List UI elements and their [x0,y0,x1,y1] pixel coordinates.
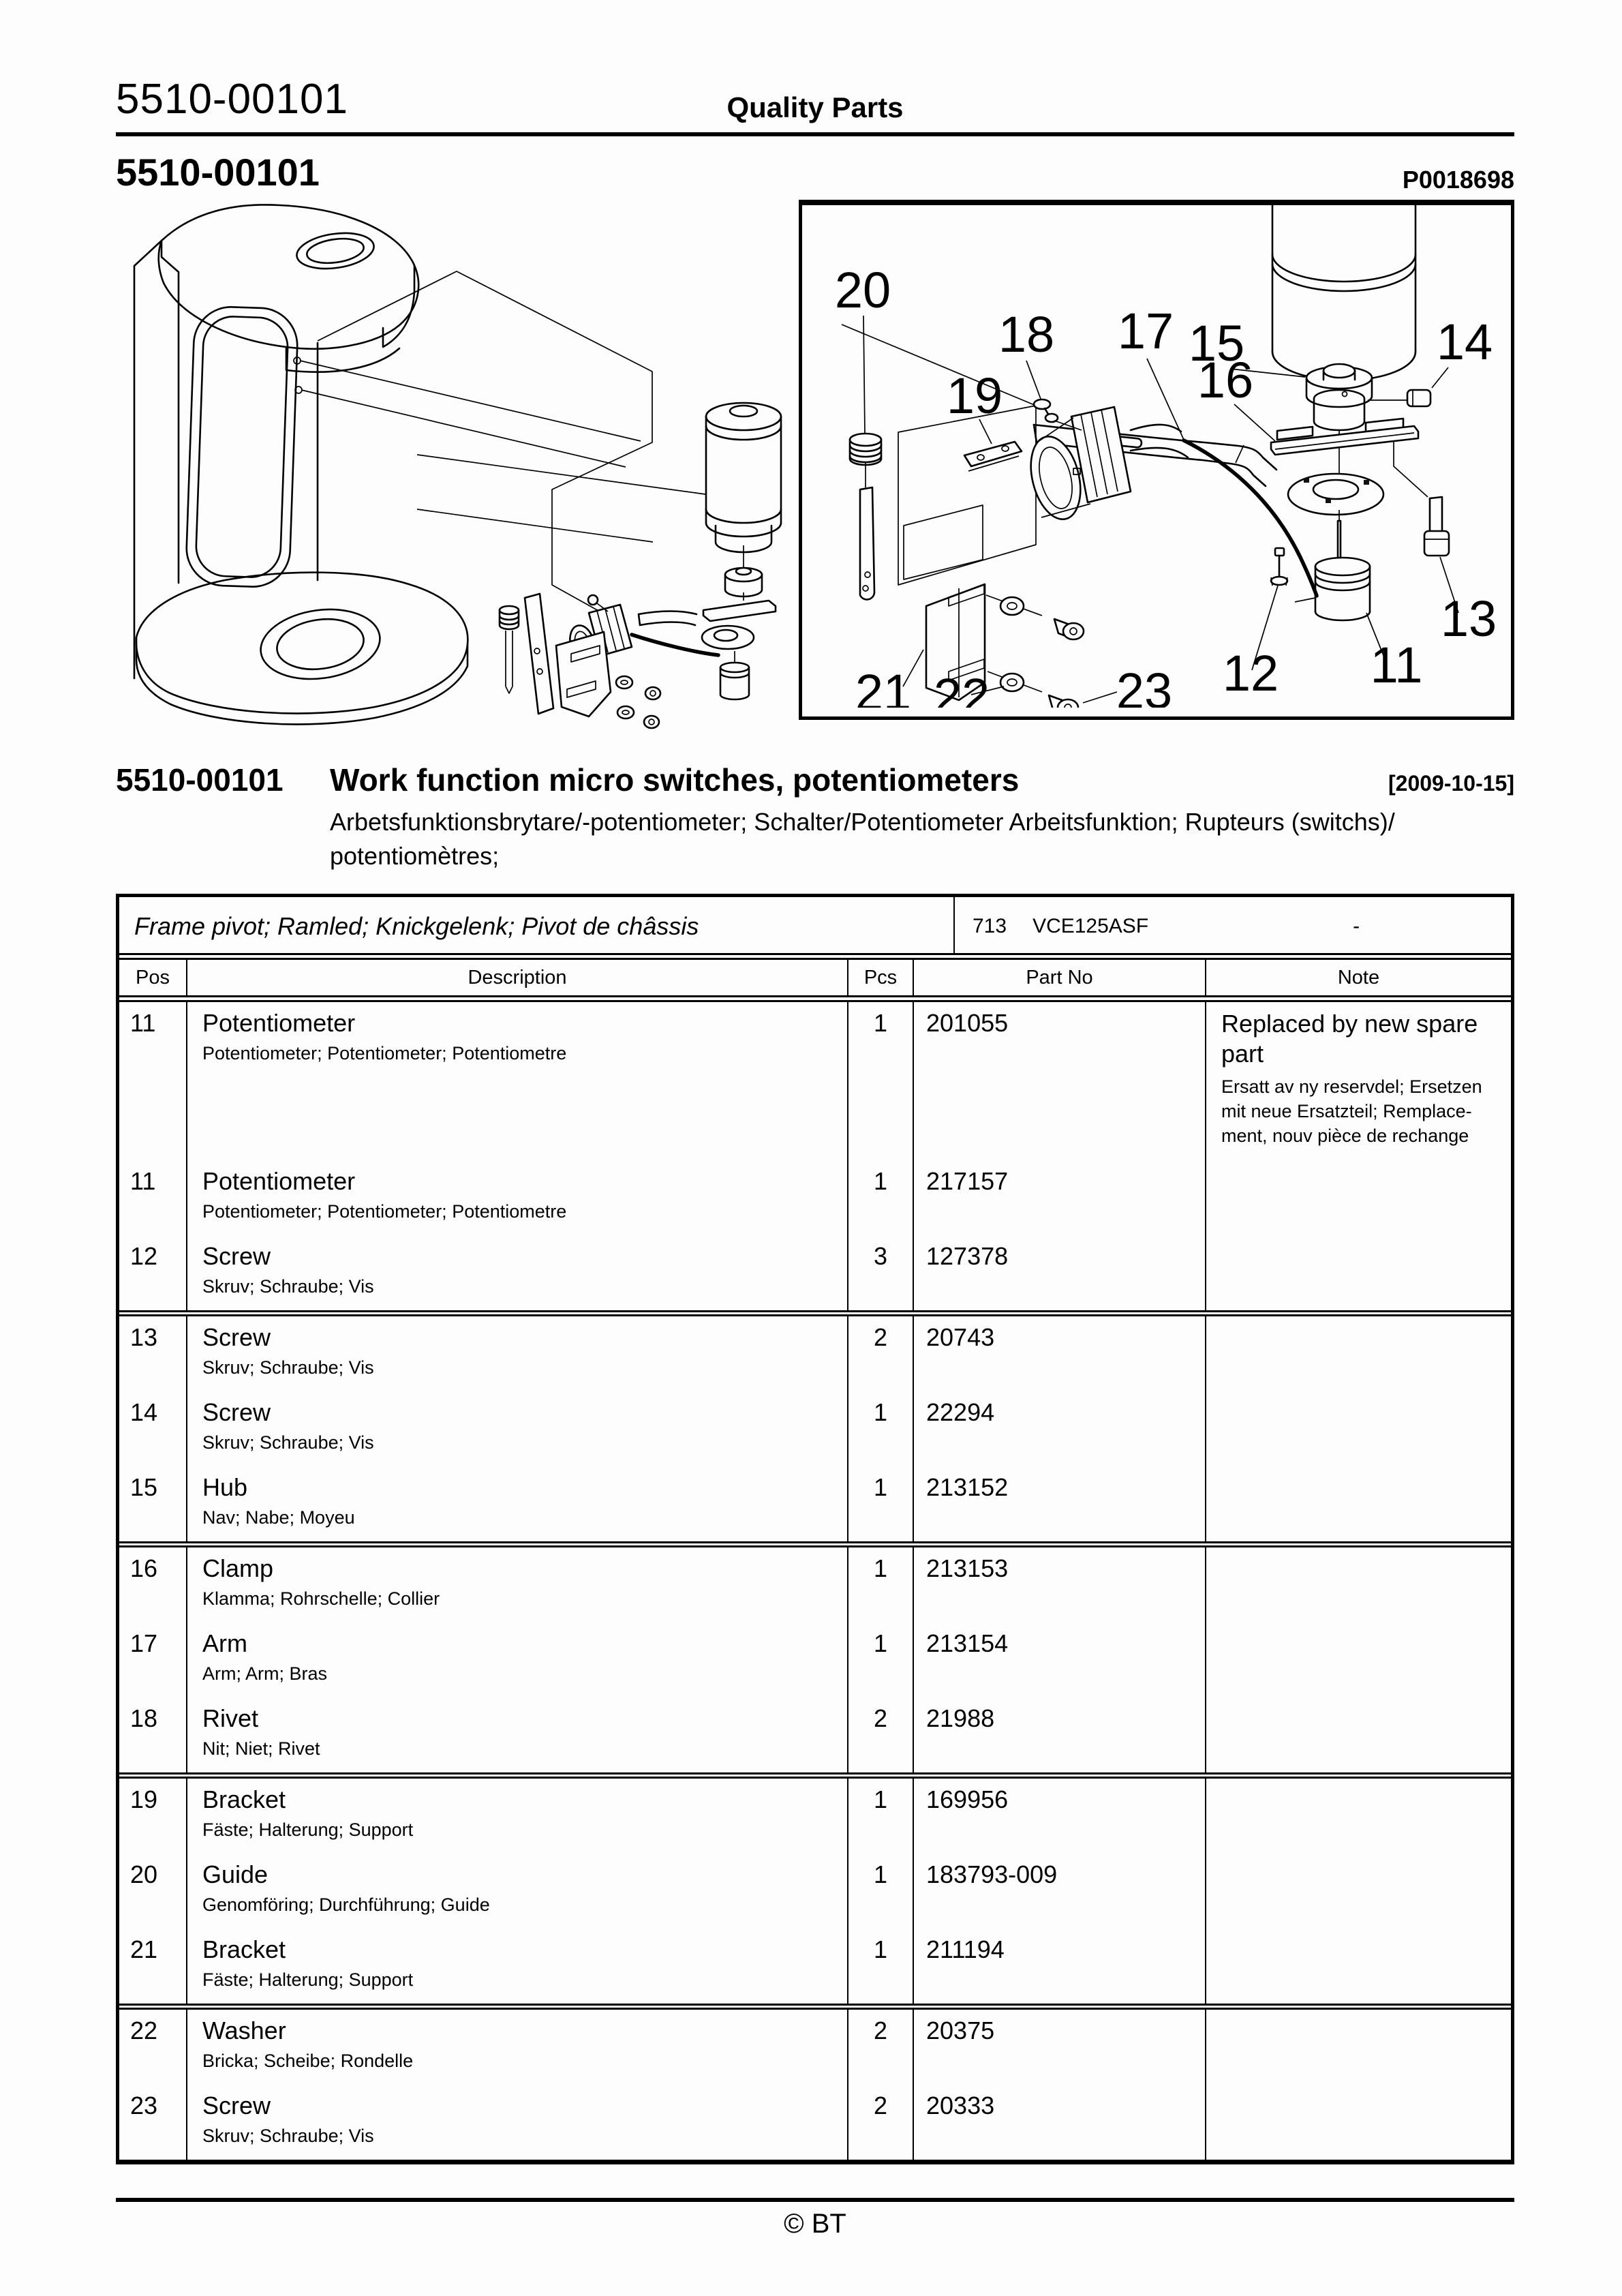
table-title-row [119,897,1511,960]
cell-pos: 22 [119,2010,187,2085]
cell-description [187,1235,848,1310]
note-main: Replaced by new spare part [1221,1010,1478,1068]
callout-label-23: 23 [1116,663,1173,708]
cell-description [187,1854,848,1929]
variant-name: VCE125ASF [1032,915,1149,937]
description-translations: Bricka; Scheibe; Rondelle [202,2051,414,2071]
cell-pos: 21 [119,1929,187,2004]
table-row [119,1772,1511,1854]
exploded-view-figure [116,200,1514,730]
page-footer [116,2198,1514,2239]
header-title: Quality Parts [726,91,904,123]
cell-description [187,1697,848,1772]
description-translations: Klamma; Rohrschelle; Collier [202,1588,440,1609]
callout-label-13: 13 [1440,590,1497,647]
cell-description [187,1002,848,1160]
table-row [119,2085,1511,2160]
table-row [119,1854,1511,1929]
cell-part-no: 211194 [914,1929,1206,2004]
cell-part-no: 183793-009 [914,1854,1206,1929]
figure-id: P0018698 [1402,166,1514,194]
cell-part-no: 169956 [914,1779,1206,1854]
description-main: Guide [202,1860,269,1888]
cell-part-no: 213154 [914,1622,1206,1697]
callout-label-14: 14 [1436,314,1493,370]
description-translations: Nav; Nabe; Moyeu [202,1507,355,1528]
table-row [119,1697,1511,1772]
cell-pos: 23 [119,2085,187,2160]
cell-pos: 16 [119,1547,187,1622]
cell-pos: 11 [119,1160,187,1235]
cell-pos: 18 [119,1697,187,1772]
cell-note [1206,2010,1511,2085]
figure-header [116,150,1514,194]
cell-part-no: 213153 [914,1547,1206,1622]
callout-label-16: 16 [1197,352,1254,408]
cell-description [187,1547,848,1622]
assembled-parts-drawing [417,403,781,728]
cell-part-no: 213152 [914,1466,1206,1541]
cell-note [1206,1622,1511,1697]
description-translations: Genomföring; Durchführung; Guide [202,1894,490,1915]
cell-note [1206,1160,1511,1235]
cell-description [187,2085,848,2160]
column-header-description: Description [187,960,848,995]
cell-description [187,2010,848,2085]
note-translations: Ersatt av ny reservdel; Ersetzen mit neue Ersatzteil; Remplace-ment, nouv pièce de rechange [1221,1076,1482,1146]
cell-part-no: 20375 [914,2010,1206,2085]
callout-label-20: 20 [834,262,891,318]
description-main: Bracket [202,1785,286,1813]
cell-part-no: 217157 [914,1160,1206,1235]
cell-pcs: 1 [848,1466,914,1541]
cell-note [1206,1316,1511,1391]
table-row [119,1160,1511,1235]
callout-label-15: 15 [1188,315,1245,372]
figure-doc-code: 5510-00101 [116,151,320,194]
cell-description [187,1160,848,1235]
cell-note [1206,1854,1511,1929]
cell-note [1206,1929,1511,2004]
table-row [119,1391,1511,1466]
cell-note [1206,1235,1511,1310]
column-header-pcs: Pcs [848,960,914,995]
cell-pos: 19 [119,1779,187,1854]
description-translations: Fäste; Halterung; Support [202,1819,414,1840]
cell-note [1206,1466,1511,1541]
cell-pcs: 1 [848,1391,914,1466]
washer-screw-parts [986,595,1084,708]
callout-label-19: 19 [946,367,1003,424]
cell-description [187,1622,848,1697]
screw-12-part [1271,548,1287,586]
cell-part-no: 22294 [914,1391,1206,1466]
cell-description [187,1391,848,1466]
assembly-title: Frame pivot; Ramled; Knickgelenk; Pivot de châssis [119,897,955,953]
cell-pcs: 1 [848,1779,914,1854]
description-main: Washer [202,2016,286,2044]
section-date: [2009-10-15] [1388,771,1514,796]
cell-description [187,1316,848,1391]
callout-label-21: 21 [855,664,912,708]
cell-note [1206,1779,1511,1854]
cell-pos: 11 [119,1002,187,1160]
cell-pcs: 3 [848,1235,914,1310]
variant-dash: - [1353,915,1360,937]
table-row [119,1466,1511,1541]
table-row [119,2004,1511,2085]
mounting-panel-outline [300,271,652,622]
cell-pos: 14 [119,1391,187,1466]
description-translations: Potentiometer; Potentiometer; Potentiometre [202,1043,567,1063]
cell-note [1206,1002,1511,1160]
bracket-19-part [964,442,1022,471]
callout-label-11: 11 [1370,637,1423,693]
sensor-cylinder-part [1184,440,1370,620]
cell-pos: 15 [119,1466,187,1541]
cell-pcs: 2 [848,1697,914,1772]
table-header-row [119,960,1511,1002]
frame-pivot-drawing [116,201,797,729]
cell-note [1206,1391,1511,1466]
cell-pcs: 2 [848,2085,914,2160]
description-main: Rivet [202,1704,259,1732]
callout-label-22: 22 [933,668,990,708]
table-row [119,1002,1511,1160]
variant-code: 713 [973,915,1007,937]
cell-description [187,1466,848,1541]
cell-pcs: 1 [848,1547,914,1622]
description-main: Screw [202,1398,271,1426]
description-main: Clamp [202,1554,274,1582]
description-translations: Skruv; Schraube; Vis [202,1432,374,1453]
cell-pcs: 1 [848,1929,914,2004]
description-main: Bracket [202,1935,286,1963]
description-translations: Fäste; Halterung; Support [202,1969,414,1990]
section-heading [116,761,1514,873]
set-screw-part [1368,390,1430,406]
parts-table [116,894,1514,2164]
detail-callout-box [799,200,1514,720]
description-translations: Potentiometer; Potentiometer; Potentiometre [202,1201,567,1222]
connector-drawing [1023,407,1188,524]
callout-label-12: 12 [1222,645,1279,701]
cell-pos: 17 [119,1622,187,1697]
clamp-part [1271,419,1418,455]
cell-part-no: 21988 [914,1697,1206,1772]
cell-part-no: 20743 [914,1316,1206,1391]
description-translations: Nit; Niet; Rivet [202,1738,320,1759]
cell-pcs: 1 [848,1160,914,1235]
page-header [116,0,1514,136]
section-code: 5510-00101 [116,762,284,798]
table-row [119,1235,1511,1310]
table-row [119,1929,1511,2004]
description-main: Potentiometer [202,1167,356,1195]
section-title: Work function micro switches, potentiometers [330,762,1020,798]
callout-label-17: 17 [1117,303,1174,359]
cell-description [187,1929,848,2004]
copyright: © BT [784,2209,846,2239]
description-translations: Arm; Arm; Bras [202,1663,328,1684]
description-main: Arm [202,1629,247,1657]
description-main: Screw [202,2091,271,2119]
column-header-part-no: Part No [914,960,1206,995]
cell-pos: 13 [119,1316,187,1391]
cell-pos: 12 [119,1235,187,1310]
cell-pcs: 1 [848,1622,914,1697]
description-translations: Skruv; Schraube; Vis [202,1357,374,1378]
description-main: Hub [202,1473,248,1501]
grommet-part [850,434,881,487]
description-main: Screw [202,1242,271,1270]
cell-note [1206,1547,1511,1622]
description-translations: Skruv; Schraube; Vis [202,1276,374,1297]
callout-label-18: 18 [998,306,1055,363]
column-header-pos: Pos [119,960,187,995]
column-header-note: Note [1337,967,1380,988]
exploded-parts-drawing [802,205,1504,708]
cell-pos: 20 [119,1854,187,1929]
cell-pcs: 1 [848,1002,914,1160]
cell-note [1206,1697,1511,1772]
cell-note [1206,2085,1511,2160]
table-row [119,1310,1511,1391]
cell-description [187,1779,848,1854]
cell-pcs: 1 [848,1854,914,1929]
description-translations: Skruv; Schraube; Vis [202,2126,374,2146]
frame-body [134,205,468,724]
guide-strip-part [860,487,874,599]
header-doc-code: 5510-00101 [116,76,348,123]
variant-cell [955,897,1511,953]
cell-pcs: 2 [848,2010,914,2085]
cell-pcs: 2 [848,1316,914,1391]
table-row [119,1622,1511,1697]
cell-part-no: 20333 [914,2085,1206,2160]
section-subtitle: Arbetsfunktionsbrytare/-potentiometer; Schalter/Potentiometer Arbeitsfunktion; Rupteurs (switchs)/ potentiomètres; [330,808,1395,870]
hub-part [1306,364,1372,473]
parts-rows [119,1002,1511,2160]
cell-part-no: 127378 [914,1235,1206,1310]
description-main: Potentiometer [202,1009,356,1037]
screw-13-part [1424,497,1449,556]
table-row [119,1541,1511,1622]
cell-part-no: 201055 [914,1002,1206,1160]
description-main: Screw [202,1323,271,1351]
potentiometer-tube [1272,205,1416,381]
